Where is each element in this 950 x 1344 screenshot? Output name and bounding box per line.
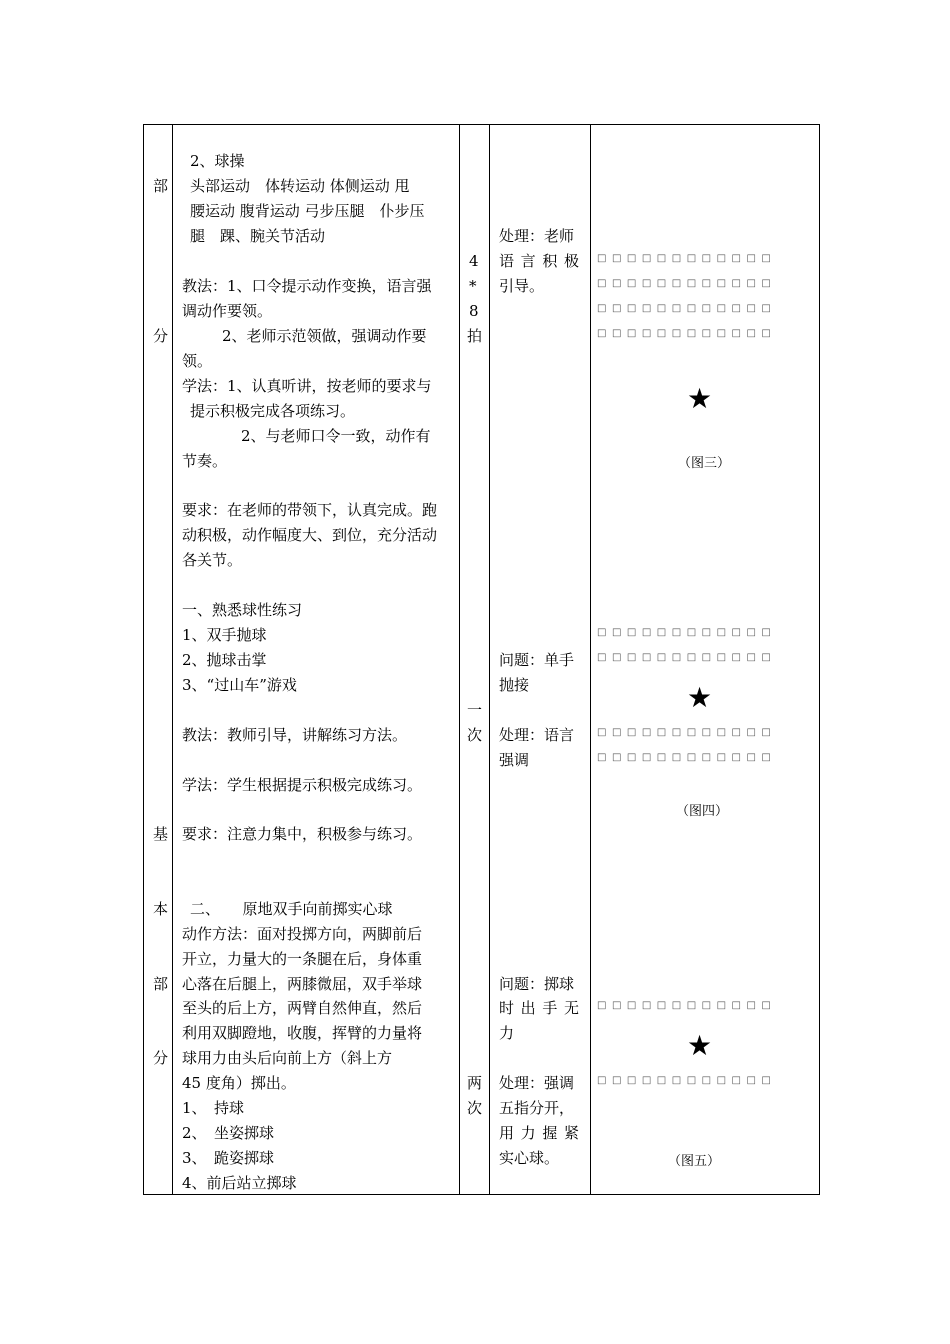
teacher-star-icon: ★ <box>687 382 713 415</box>
content-line: 1、 持球 <box>182 1099 245 1117</box>
figure-caption: （图三） <box>678 456 731 471</box>
content-line: 2、老师示范领做，强调动作要 <box>222 327 427 345</box>
content-line: 各关节。 <box>182 551 243 569</box>
note-text: 强调 <box>499 751 530 769</box>
figure-caption: （图五） <box>668 1154 721 1169</box>
content-line: 2、 坐姿掷球 <box>182 1124 275 1142</box>
content-line: 提示积极完成各项练习。 <box>190 402 356 420</box>
count-text: 一 <box>467 701 483 719</box>
content-line: 1、双手抛球 <box>182 626 267 644</box>
column-divider <box>590 125 591 1194</box>
count-text: 两 <box>467 1074 483 1092</box>
content-line: 教法：1、口令提示动作变换，语言强 <box>182 277 432 295</box>
note-text: 力 <box>499 1024 515 1042</box>
student-formation-row: □□□□□□□□□□□□ <box>597 328 777 339</box>
section-label: 基 <box>153 825 169 843</box>
content-line: 球用力由头后向前上方（斜上方 <box>182 1049 393 1067</box>
content-line: 调动作要领。 <box>182 302 273 320</box>
content-line: 要求：在老师的带领下，认真完成。跑 <box>182 501 438 519</box>
count-text: 次 <box>467 726 483 744</box>
throw-title: 二、 原地双手向前掷实心球 <box>190 900 393 918</box>
content-line: 腿 踝、腕关节活动 <box>190 227 326 245</box>
note-justified-line: 时 出 手 无 <box>499 999 579 1017</box>
student-formation-row: □□□□□□□□□□□□ <box>597 652 777 663</box>
content-line: 动积极，动作幅度大、到位，充分活动 <box>182 526 438 544</box>
student-formation-row: □□□□□□□□□□□□ <box>597 303 777 314</box>
content-line: 节奏。 <box>182 452 228 470</box>
student-formation-row: □□□□□□□□□□□□ <box>597 1075 777 1086</box>
note-text: 引导。 <box>499 277 545 295</box>
teacher-star-icon: ★ <box>687 681 713 714</box>
content-line: 教法：教师引导，讲解练习方法。 <box>182 726 408 744</box>
content-line: 动作方法：面对投掷方向，两脚前后 <box>182 925 423 943</box>
section-label: 部 <box>153 975 169 993</box>
note-text: 实心球。 <box>499 1149 560 1167</box>
content-line: 要求：注意力集中，积极参与练习。 <box>182 825 423 843</box>
content-line: 头部运动 体转运动 体侧运动 甩 <box>190 177 410 195</box>
note-text: 问题：掷球 <box>499 975 575 993</box>
content-line: 3、 跪姿掷球 <box>182 1149 275 1167</box>
column-divider <box>172 125 173 1194</box>
count-text: 4 <box>469 252 479 270</box>
count-text: 次 <box>467 1099 483 1117</box>
student-formation-row: □□□□□□□□□□□□ <box>597 1000 777 1011</box>
section-label: 分 <box>153 1049 169 1067</box>
count-text: 拍 <box>467 327 483 345</box>
note-text: 处理：强调 <box>499 1074 575 1092</box>
content-line: 学法：1、认真听讲，按老师的要求与 <box>182 377 432 395</box>
section-label: 分 <box>153 327 169 345</box>
note-justified-line: 用 力 握 紧 <box>499 1124 579 1142</box>
note-text: 五指分开， <box>499 1099 575 1117</box>
section-label: 部 <box>153 177 169 195</box>
student-formation-row: □□□□□□□□□□□□ <box>597 253 777 264</box>
note-text: 处理：语言 <box>499 726 575 744</box>
note-text: 处理：老师 <box>499 227 575 245</box>
count-text: * <box>469 277 477 295</box>
content-line: 心落在后腿上，两膝微屈，双手举球 <box>182 975 423 993</box>
content-line: 开立，力量大的一条腿在后，身体重 <box>182 950 423 968</box>
content-line: 学法：学生根据提示积极完成练习。 <box>182 776 423 794</box>
content-line: 4、前后站立掷球 <box>182 1174 297 1192</box>
note-justified-line: 语 言 积 极 <box>499 252 579 270</box>
ball-exercise-title: 2、球操 <box>190 152 245 170</box>
student-formation-row: □□□□□□□□□□□□ <box>597 278 777 289</box>
column-divider <box>489 125 490 1194</box>
content-line: 2、抛球击掌 <box>182 651 267 669</box>
content-line: 3、“过山车”游戏 <box>182 676 297 694</box>
student-formation-row: □□□□□□□□□□□□ <box>597 752 777 763</box>
figure-caption: （图四） <box>676 804 729 819</box>
content-line: 利用双脚蹬地，收腹，挥臂的力量将 <box>182 1024 423 1042</box>
note-text: 问题：单手 <box>499 651 575 669</box>
content-line: 至头的后上方，两臂自然伸直，然后 <box>182 999 423 1017</box>
count-text: 8 <box>469 302 479 320</box>
content-line: 2、与老师口令一致，动作有 <box>241 427 431 445</box>
teacher-star-icon: ★ <box>687 1029 713 1062</box>
familiarize-title: 一、熟悉球性练习 <box>182 601 303 619</box>
student-formation-row: □□□□□□□□□□□□ <box>597 727 777 738</box>
student-formation-row: □□□□□□□□□□□□ <box>597 627 777 638</box>
section-label: 本 <box>153 900 169 918</box>
column-divider <box>459 125 460 1194</box>
content-line: 45 度角）掷出。 <box>182 1074 296 1092</box>
content-line: 腰运动 腹背运动 弓步压腿 仆步压 <box>190 202 425 220</box>
note-text: 抛接 <box>499 676 530 694</box>
content-line: 领。 <box>182 352 213 370</box>
